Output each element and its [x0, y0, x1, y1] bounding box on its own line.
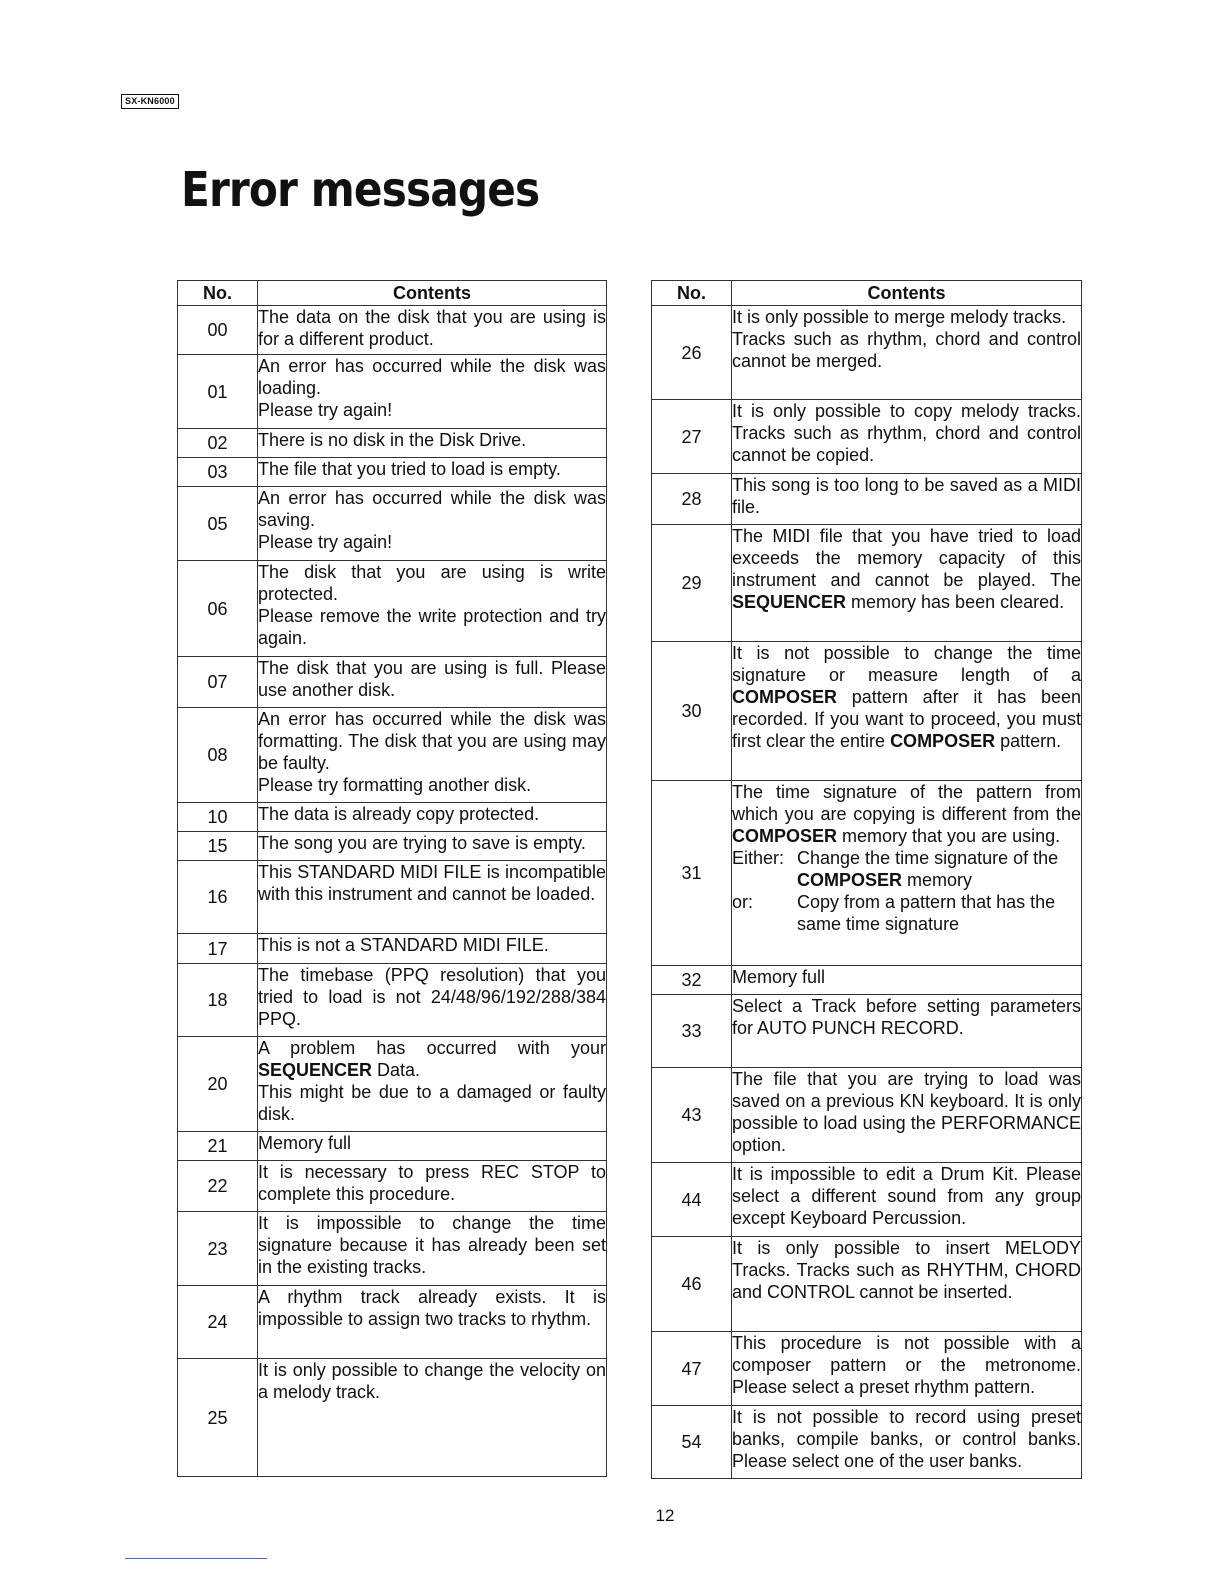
text-run: Memory full [732, 967, 826, 987]
description-paragraph [258, 803, 606, 825]
description-paragraph [258, 399, 606, 421]
text-run: A rhythm track already exists. It is impossible to assign two tracks to rhythm. [258, 1287, 606, 1329]
error-number: 10 [178, 803, 258, 832]
error-description [258, 657, 607, 708]
description-paragraph [732, 995, 1081, 1039]
error-description [732, 1163, 1082, 1237]
column-header-contents: Contents [258, 281, 607, 306]
table-row [652, 525, 1082, 642]
error-number: 00 [178, 306, 258, 355]
emphasized-text: COMPOSER [732, 826, 838, 846]
text-run: Please try again! [258, 400, 393, 420]
text-run: memory [902, 870, 973, 890]
description-paragraph [258, 1132, 606, 1154]
description-paragraph [258, 605, 606, 649]
table-row [178, 1359, 607, 1477]
description-paragraph [732, 1068, 1081, 1156]
error-description [258, 708, 607, 803]
description-paragraph [258, 832, 606, 854]
error-description [258, 934, 607, 964]
text-run: memory that you are using. [837, 826, 1061, 846]
error-number: 02 [178, 429, 258, 458]
text-run: It is only possible to merge melody tracks. [732, 307, 1067, 327]
description-paragraph [258, 657, 606, 701]
text-run: It is only possible to copy melody tracks. Tracks such as rhythm, chord and control cannot be copied. [732, 401, 1081, 465]
table-row [178, 708, 607, 803]
table-row [178, 1132, 607, 1161]
error-description [258, 355, 607, 429]
error-number: 15 [178, 832, 258, 861]
error-description [732, 1406, 1082, 1479]
option-line [732, 847, 1081, 891]
emphasized-text: SEQUENCER [258, 1060, 373, 1080]
table-row [178, 803, 607, 832]
error-number: 17 [178, 934, 258, 964]
text-run: This is not a STANDARD MIDI FILE. [258, 935, 549, 955]
table-row [178, 657, 607, 708]
text-run: This song is too long to be saved as a MIDI file. [732, 475, 1081, 517]
text-run: Please try again! [258, 532, 393, 552]
table-row [652, 781, 1082, 966]
table-row [652, 474, 1082, 525]
text-run: The file that you are trying to load was saved on a previous KN keyboard. It is only possible to load using the PERFORMANCE option. [732, 1069, 1081, 1155]
table-row [178, 487, 607, 561]
text-run: The data on the disk that you are using is for a different product. [258, 307, 606, 349]
table-row [652, 995, 1082, 1068]
text-run: Memory full [258, 1133, 352, 1153]
error-table-left [177, 280, 607, 1477]
error-number: 21 [178, 1132, 258, 1161]
table-row [652, 1068, 1082, 1163]
error-number: 20 [178, 1037, 258, 1132]
option-text [797, 891, 1081, 935]
text-run: A problem has occurred with your [258, 1038, 606, 1058]
footer-rule [125, 1558, 267, 1559]
text-run: An error has occurred while the disk was loading. [258, 356, 606, 398]
error-number: 32 [652, 966, 732, 995]
table-row [652, 1332, 1082, 1406]
page-number: 12 [655, 1506, 675, 1525]
page-title: Error messages [181, 162, 540, 218]
error-table-right [651, 280, 1082, 1479]
description-paragraph [258, 429, 606, 451]
description-paragraph [732, 525, 1081, 613]
error-number: 28 [652, 474, 732, 525]
table-row [178, 355, 607, 429]
text-run: This might be due to a damaged or faulty disk. [258, 1082, 606, 1124]
error-number: 30 [652, 642, 732, 781]
description-paragraph [258, 861, 606, 905]
error-number: 23 [178, 1212, 258, 1286]
error-number: 26 [652, 306, 732, 400]
error-description [732, 781, 1082, 966]
text-run: Tracks such as rhythm, chord and control cannot be merged. [732, 329, 1081, 371]
emphasized-text: COMPOSER [732, 687, 838, 707]
option-text [797, 847, 1081, 891]
error-description [732, 1237, 1082, 1332]
error-description [258, 964, 607, 1037]
description-paragraph [732, 1332, 1081, 1398]
text-run: It is not possible to change the time signature or measure length of a [732, 643, 1081, 685]
table-row [178, 306, 607, 355]
error-description [258, 429, 607, 458]
text-run: The disk that you are using is write protected. [258, 562, 606, 604]
error-number: 29 [652, 525, 732, 642]
error-description [258, 561, 607, 657]
error-description [258, 1037, 607, 1132]
text-run: It is only possible to insert MELODY Tracks. Tracks such as RHYTHM, CHORD and CONTROL cannot be inserted. [732, 1238, 1081, 1302]
error-number: 46 [652, 1237, 732, 1332]
description-paragraph [258, 934, 606, 956]
description-paragraph [258, 1212, 606, 1278]
error-number: 25 [178, 1359, 258, 1477]
table-row [178, 832, 607, 861]
error-number: 03 [178, 458, 258, 487]
text-run: The time signature of the pattern from which you are copying is different from the [732, 782, 1081, 824]
text-run: An error has occurred while the disk was formatting. The disk that you are using may be faulty. [258, 709, 606, 773]
error-description [258, 487, 607, 561]
table-row [178, 1212, 607, 1286]
description-paragraph [258, 1081, 606, 1125]
table-row [652, 1163, 1082, 1237]
error-number: 24 [178, 1286, 258, 1359]
description-paragraph [732, 306, 1081, 328]
table-row [178, 964, 607, 1037]
error-description [258, 832, 607, 861]
column-header-no: No. [178, 281, 258, 306]
table-row [178, 934, 607, 964]
error-number: 27 [652, 400, 732, 474]
error-description [258, 1212, 607, 1286]
error-number: 33 [652, 995, 732, 1068]
description-paragraph [258, 306, 606, 350]
column-header-no: No. [652, 281, 732, 306]
description-paragraph [258, 531, 606, 553]
error-description [732, 1068, 1082, 1163]
text-run: Please try formatting another disk. [258, 775, 532, 795]
error-description [258, 1359, 607, 1477]
description-paragraph [732, 400, 1081, 466]
error-description [732, 995, 1082, 1068]
table-header-row [178, 281, 607, 306]
text-run: Data. [372, 1060, 421, 1080]
emphasized-text: COMPOSER [890, 731, 996, 751]
error-description [732, 474, 1082, 525]
text-run: The song you are trying to save is empty. [258, 833, 586, 853]
description-paragraph [258, 774, 606, 796]
text-run: There is no disk in the Disk Drive. [258, 430, 527, 450]
text-run: The timebase (PPQ resolution) that you tried to load is not 24/48/96/192/288/384 PPQ. [258, 965, 606, 1029]
error-number: 01 [178, 355, 258, 429]
description-paragraph [258, 1037, 606, 1081]
error-number: 43 [652, 1068, 732, 1163]
error-number: 22 [178, 1161, 258, 1212]
description-paragraph [732, 781, 1081, 847]
error-number: 05 [178, 487, 258, 561]
error-number: 54 [652, 1406, 732, 1479]
text-run: It is not possible to record using preset banks, compile banks, or control banks. Please select one of the user banks. [732, 1407, 1081, 1471]
table-row [652, 1237, 1082, 1332]
text-run: The MIDI file that you have tried to load exceeds the memory capacity of this instrument and cannot be played. The [732, 526, 1081, 590]
description-paragraph [732, 328, 1081, 372]
text-run: memory has been cleared. [846, 592, 1065, 612]
table-row [178, 458, 607, 487]
error-description [732, 400, 1082, 474]
text-run: It is necessary to press REC STOP to complete this procedure. [258, 1162, 606, 1204]
error-number: 08 [178, 708, 258, 803]
description-paragraph [732, 642, 1081, 752]
table-row [178, 429, 607, 458]
description-paragraph [258, 487, 606, 531]
text-run: pattern. [995, 731, 1062, 751]
text-run: The disk that you are using is full. Please use another disk. [258, 658, 606, 700]
table-header-row [652, 281, 1082, 306]
description-paragraph [258, 561, 606, 605]
table-row [652, 306, 1082, 400]
description-paragraph [258, 355, 606, 399]
text-run: It is impossible to edit a Drum Kit. Please select a different sound from any group except Keyboard Percussion. [732, 1164, 1081, 1228]
text-run: It is only possible to change the velocity on a melody track. [258, 1360, 606, 1402]
error-description [732, 966, 1082, 995]
error-number: 31 [652, 781, 732, 966]
error-description [732, 306, 1082, 400]
error-description [732, 1332, 1082, 1406]
emphasized-text: COMPOSER [797, 870, 903, 890]
error-description [258, 1286, 607, 1359]
option-key: or: [732, 892, 754, 912]
error-number: 06 [178, 561, 258, 657]
table-row [178, 561, 607, 657]
text-run: An error has occurred while the disk was saving. [258, 488, 606, 530]
error-number: 47 [652, 1332, 732, 1406]
option-key: Either: [732, 848, 785, 868]
description-paragraph [732, 474, 1081, 518]
error-number: 44 [652, 1163, 732, 1237]
model-tag: SX-KN6000 [121, 94, 179, 109]
table-row [652, 1406, 1082, 1479]
description-paragraph [258, 458, 606, 480]
text-run: This procedure is not possible with a composer pattern or the metronome. Please select a preset rhythm pattern. [732, 1333, 1081, 1397]
error-description [258, 1161, 607, 1212]
table-row [652, 966, 1082, 995]
description-paragraph [258, 964, 606, 1030]
text-run: pattern after it has been recorded. If you want to proceed, you must first clear the entire [732, 687, 1081, 751]
table-row [178, 861, 607, 934]
column-header-contents: Contents [732, 281, 1082, 306]
error-description [258, 1132, 607, 1161]
text-run: Change the time signature of the [797, 848, 1059, 868]
table-row [178, 1161, 607, 1212]
table-row [178, 1286, 607, 1359]
error-description [258, 306, 607, 355]
error-number: 16 [178, 861, 258, 934]
error-description [732, 525, 1082, 642]
description-paragraph [732, 966, 1081, 988]
description-paragraph [732, 1406, 1081, 1472]
table-row [652, 642, 1082, 781]
description-paragraph [732, 1237, 1081, 1303]
error-description [258, 803, 607, 832]
text-run: The file that you tried to load is empty. [258, 459, 561, 479]
emphasized-text: SEQUENCER [732, 592, 847, 612]
table-row [178, 1037, 607, 1132]
text-run: Copy from a pattern that has the same time signature [797, 892, 1056, 934]
error-description [258, 458, 607, 487]
description-paragraph [258, 1359, 606, 1403]
text-run: Select a Track before setting parameters for AUTO PUNCH RECORD. [732, 996, 1081, 1038]
error-number: 07 [178, 657, 258, 708]
error-description [258, 861, 607, 934]
text-run: Please remove the write protection and try again. [258, 606, 606, 648]
text-run: This STANDARD MIDI FILE is incompatible with this instrument and cannot be loaded. [258, 862, 606, 904]
table-row [652, 400, 1082, 474]
text-run: The data is already copy protected. [258, 804, 540, 824]
text-run: It is impossible to change the time signature because it has already been set in the existing tracks. [258, 1213, 606, 1277]
description-paragraph [258, 708, 606, 774]
option-line [732, 891, 1081, 935]
error-number: 18 [178, 964, 258, 1037]
error-description [732, 642, 1082, 781]
description-paragraph [258, 1286, 606, 1330]
description-paragraph [258, 1161, 606, 1205]
description-paragraph [732, 1163, 1081, 1229]
